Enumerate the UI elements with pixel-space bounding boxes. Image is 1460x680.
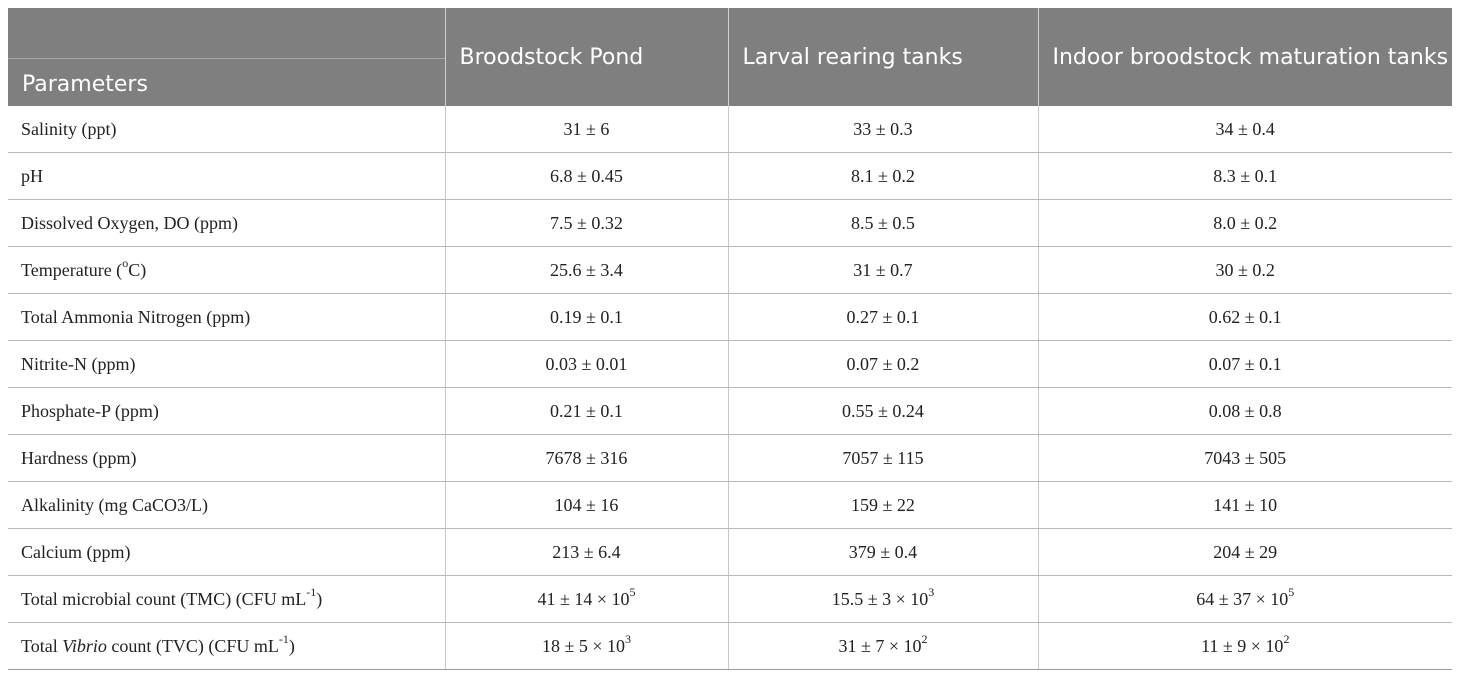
cell-indoor-maturation <box>1038 576 1452 623</box>
cell-indoor-maturation: 30 ± 0.2 <box>1038 247 1452 294</box>
row-label: Nitrite-N (ppm) <box>8 341 445 388</box>
table-row <box>8 247 1452 294</box>
cell-broodstock-pond: 6.8 ± 0.45 <box>445 153 728 200</box>
header-indoor-maturation-label: Indoor broodstock maturation tanks <box>1052 45 1449 70</box>
cell-larval-rearing: 0.55 ± 0.24 <box>728 388 1038 435</box>
table-row <box>8 529 1452 576</box>
value-exponent: 5 <box>1288 584 1295 599</box>
value-base: 18 ± 5 × 10 <box>541 635 626 656</box>
cell-larval-rearing <box>728 576 1038 623</box>
header-broodstock-pond <box>445 8 728 106</box>
cell-broodstock-pond: 25.6 ± 3.4 <box>445 247 728 294</box>
table-row <box>8 435 1452 482</box>
row-label: Dissolved Oxygen, DO (ppm) <box>8 200 445 247</box>
row-label-superscript: -1 <box>278 631 289 646</box>
cell-larval-rearing <box>728 623 1038 670</box>
table-row <box>8 623 1452 670</box>
row-label: Calcium (ppm) <box>8 529 445 576</box>
data-table-container <box>8 8 1452 670</box>
cell-larval-rearing: 31 ± 0.7 <box>728 247 1038 294</box>
table-row <box>8 388 1452 435</box>
cell-larval-rearing: 33 ± 0.3 <box>728 106 1038 153</box>
cell-larval-rearing: 0.07 ± 0.2 <box>728 341 1038 388</box>
value-exponent: 3 <box>928 584 935 599</box>
cell-larval-rearing: 159 ± 22 <box>728 482 1038 529</box>
cell-broodstock-pond <box>445 576 728 623</box>
cell-larval-rearing: 7057 ± 115 <box>728 435 1038 482</box>
row-label-text: Total <box>21 635 63 656</box>
cell-indoor-maturation: 0.07 ± 0.1 <box>1038 341 1452 388</box>
cell-indoor-maturation: 8.0 ± 0.2 <box>1038 200 1452 247</box>
cell-broodstock-pond: 7.5 ± 0.32 <box>445 200 728 247</box>
row-label-text-end: ) <box>316 588 323 609</box>
cell-indoor-maturation: 7043 ± 505 <box>1038 435 1452 482</box>
cell-broodstock-pond: 31 ± 6 <box>445 106 728 153</box>
header-parameters <box>8 8 445 106</box>
cell-larval-rearing: 8.1 ± 0.2 <box>728 153 1038 200</box>
value-base: 15.5 ± 3 × 10 <box>831 588 929 609</box>
row-label: Alkalinity (mg CaCO3/L) <box>8 482 445 529</box>
value-base: 11 ± 9 × 10 <box>1201 635 1284 656</box>
cell-indoor-maturation: 0.08 ± 0.8 <box>1038 388 1452 435</box>
value-exponent: 5 <box>629 584 636 599</box>
value-base: 41 ± 14 × 10 <box>537 588 630 609</box>
cell-indoor-maturation <box>1038 623 1452 670</box>
header-parameters-cell <box>8 58 445 106</box>
row-label <box>8 247 445 294</box>
table-row <box>8 106 1452 153</box>
cell-broodstock-pond: 213 ± 6.4 <box>445 529 728 576</box>
header-parameters-label: Parameters <box>22 72 148 97</box>
header-row <box>8 8 1452 106</box>
table-row <box>8 482 1452 529</box>
cell-indoor-maturation: 34 ± 0.4 <box>1038 106 1452 153</box>
row-label-text-end: ) <box>288 635 295 656</box>
row-label: pH <box>8 153 445 200</box>
row-label-text: Total microbial count (TMC) (CFU mL <box>21 588 307 609</box>
cell-indoor-maturation: 141 ± 10 <box>1038 482 1452 529</box>
cell-broodstock-pond: 0.19 ± 0.1 <box>445 294 728 341</box>
row-label-superscript: o <box>122 255 129 270</box>
row-label: Salinity (ppt) <box>8 106 445 153</box>
cell-broodstock-pond: 0.21 ± 0.1 <box>445 388 728 435</box>
row-label-italic: Vibrio <box>62 635 107 656</box>
value-exponent: 3 <box>625 631 632 646</box>
cell-indoor-maturation: 0.62 ± 0.1 <box>1038 294 1452 341</box>
row-label <box>8 623 445 670</box>
cell-broodstock-pond: 0.03 ± 0.01 <box>445 341 728 388</box>
row-label: Phosphate-P (ppm) <box>8 388 445 435</box>
water-quality-table <box>8 8 1452 670</box>
table-row <box>8 341 1452 388</box>
header-larval-rearing-tanks <box>728 8 1038 106</box>
value-base: 64 ± 37 × 10 <box>1196 588 1289 609</box>
row-label <box>8 576 445 623</box>
header-indoor-maturation-tanks <box>1038 8 1452 106</box>
value-base: 31 ± 7 × 10 <box>838 635 922 656</box>
table-row <box>8 294 1452 341</box>
row-label-text-end: C) <box>128 259 147 280</box>
cell-larval-rearing: 379 ± 0.4 <box>728 529 1038 576</box>
row-label: Total Ammonia Nitrogen (ppm) <box>8 294 445 341</box>
header-larval-rearing-label: Larval rearing tanks <box>742 45 963 70</box>
cell-larval-rearing: 8.5 ± 0.5 <box>728 200 1038 247</box>
cell-indoor-maturation: 204 ± 29 <box>1038 529 1452 576</box>
cell-larval-rearing: 0.27 ± 0.1 <box>728 294 1038 341</box>
cell-broodstock-pond <box>445 623 728 670</box>
value-exponent: 2 <box>1283 631 1290 646</box>
cell-broodstock-pond: 7678 ± 316 <box>445 435 728 482</box>
row-label: Hardness (ppm) <box>8 435 445 482</box>
cell-indoor-maturation: 8.3 ± 0.1 <box>1038 153 1452 200</box>
table-row <box>8 576 1452 623</box>
cell-broodstock-pond: 104 ± 16 <box>445 482 728 529</box>
row-label-superscript: -1 <box>306 584 317 599</box>
header-broodstock-pond-label: Broodstock Pond <box>459 45 644 70</box>
row-label-text-mid: count (TVC) (CFU mL <box>106 635 279 656</box>
table-row <box>8 153 1452 200</box>
value-exponent: 2 <box>921 631 928 646</box>
row-label-text: Temperature ( <box>21 259 123 280</box>
table-row <box>8 200 1452 247</box>
